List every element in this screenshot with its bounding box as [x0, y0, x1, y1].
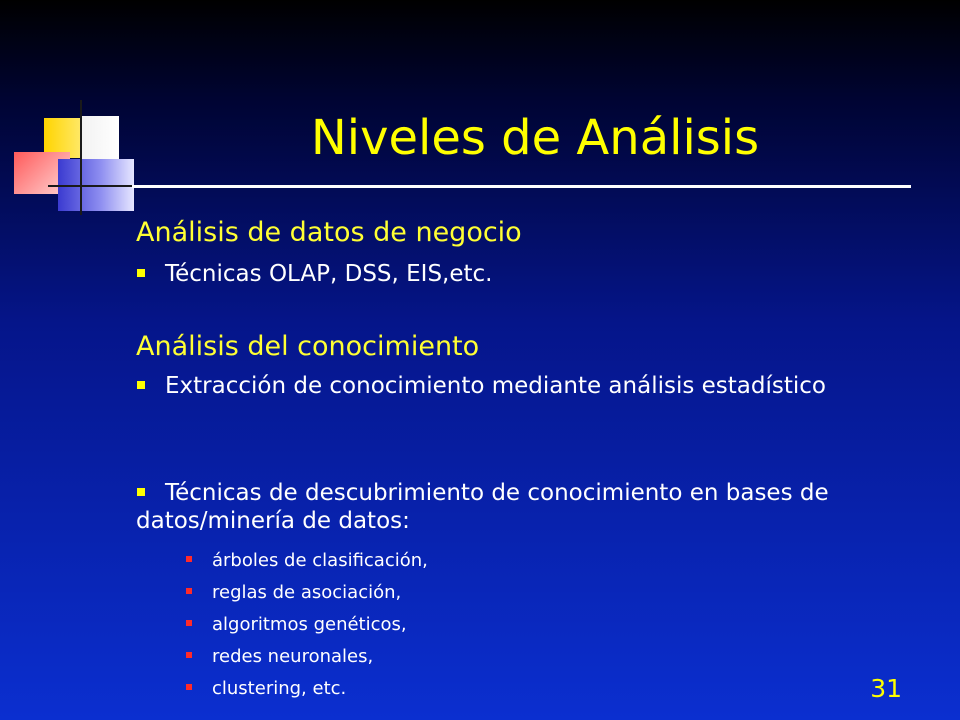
bullet-square-icon	[137, 381, 145, 389]
sub-bullet-text: redes neuronales,	[212, 646, 374, 667]
sub-bullet-square-icon	[186, 556, 192, 562]
bullet-text: Técnicas OLAP, DSS, EIS,etc.	[165, 261, 493, 287]
sub-bullet-association-rules	[186, 582, 401, 604]
bullet-olap	[136, 261, 856, 289]
sub-bullet-neural-networks	[186, 646, 373, 668]
slide-title: Niveles de Análisis	[310, 110, 760, 166]
sub-bullet-text: algoritmos genéticos,	[212, 614, 407, 635]
sub-bullet-square-icon	[186, 620, 192, 626]
bullet-data-mining	[136, 480, 856, 535]
bullet-statistical-extraction	[136, 373, 856, 401]
sub-bullet-classification-trees	[186, 550, 428, 572]
sub-bullet-text: árboles de clasificación,	[212, 550, 428, 571]
section-heading-knowledge-analysis: Análisis del conocimiento	[136, 331, 480, 362]
bullet-square-icon	[137, 269, 145, 277]
bullet-text: Técnicas de descubrimiento de conocimiento en bases de datos/minería de datos:	[136, 480, 829, 534]
sub-bullet-square-icon	[186, 684, 192, 690]
section-heading-business-analysis: Análisis de datos de negocio	[136, 217, 522, 248]
page-number: 31	[870, 674, 902, 703]
sub-bullet-text: reglas de asociación,	[212, 582, 402, 603]
bullet-text: Extracción de conocimiento mediante análisis estadístico	[165, 373, 826, 399]
sub-bullet-genetic-algorithms	[186, 614, 407, 636]
sub-bullet-square-icon	[186, 588, 192, 594]
sub-bullet-square-icon	[186, 652, 192, 658]
sub-bullet-text: clustering, etc.	[212, 678, 347, 699]
sub-bullet-clustering	[186, 678, 346, 700]
bullet-square-icon	[137, 488, 145, 496]
